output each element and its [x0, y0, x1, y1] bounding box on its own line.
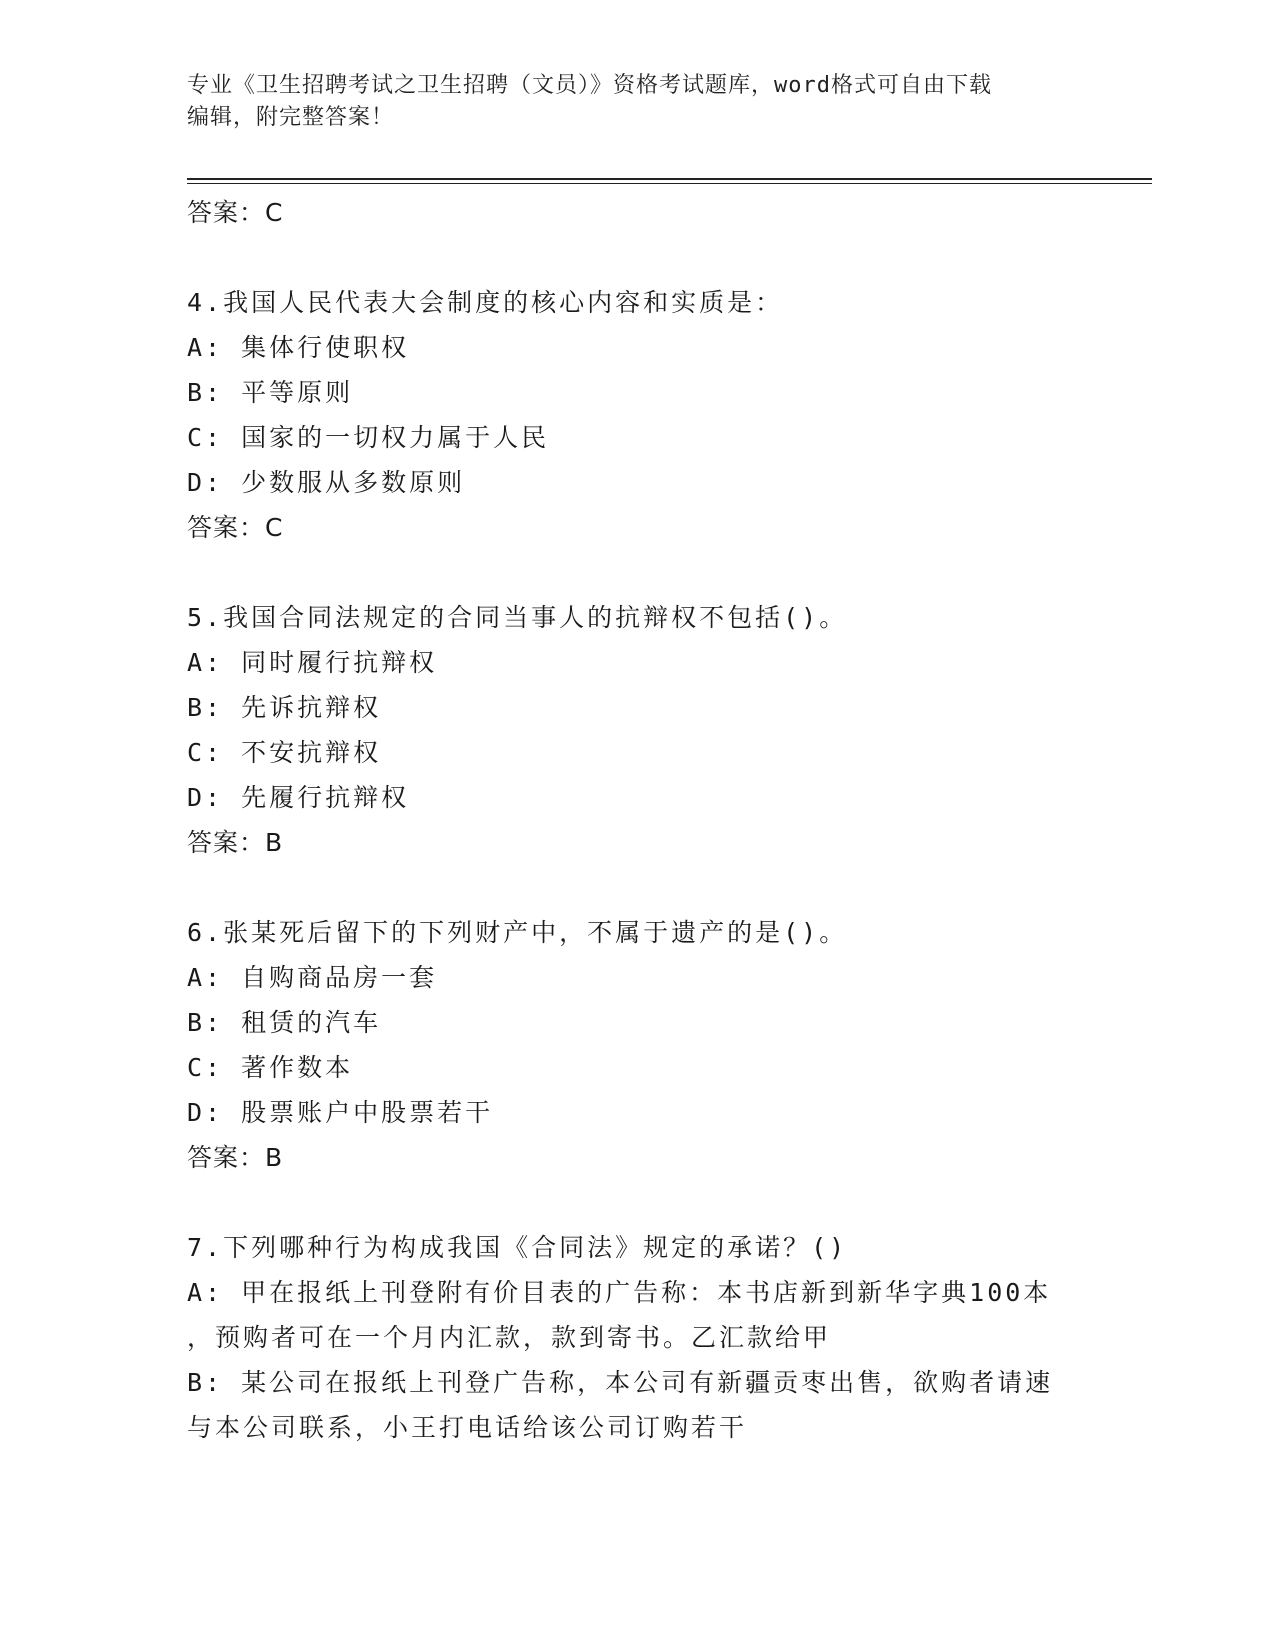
previous-answer: 答案：C — [187, 198, 284, 227]
option-a: A: 自购商品房一套 — [187, 963, 438, 992]
option-c: C: 著作数本 — [187, 1053, 354, 1082]
spacer — [187, 550, 1087, 595]
question-stem: 7.下列哪种行为构成我国《合同法》规定的承诺？() — [187, 1233, 848, 1262]
question-7 — [187, 1225, 1087, 1450]
question-stem: 6.张某死后留下的下列财产中，不属于遗产的是()。 — [187, 918, 848, 947]
answer: 答案：C — [187, 513, 284, 542]
option-a: A: 同时履行抗辩权 — [187, 648, 438, 677]
question-4 — [187, 280, 1087, 550]
spacer — [187, 235, 1087, 280]
header-divider-thin — [187, 183, 1152, 184]
option-d: D: 少数服从多数原则 — [187, 468, 466, 497]
option-a-line-2: ，预购者可在一个月内汇款，款到寄书。乙汇款给甲 — [187, 1323, 832, 1352]
document-header — [187, 70, 1067, 134]
option-d: D: 股票账户中股票若干 — [187, 1098, 494, 1127]
spacer — [187, 1180, 1087, 1225]
option-b: B: 租赁的汽车 — [187, 1008, 382, 1037]
question-list — [187, 190, 1087, 1450]
option-c: C: 国家的一切权力属于人民 — [187, 423, 550, 452]
option-b-line-1: B: 某公司在报纸上刊登广告称，本公司有新疆贡枣出售，欲购者请速 — [187, 1368, 1054, 1397]
question-5 — [187, 595, 1087, 865]
option-b-line-2: 与本公司联系，小王打电话给该公司订购若干 — [187, 1413, 748, 1442]
question-6 — [187, 910, 1087, 1180]
header-divider-thick — [187, 178, 1152, 180]
header-line-1: 专业《卫生招聘考试之卫生招聘（文员）》资格考试题库，word格式可自由下载 — [187, 73, 992, 98]
answer: 答案：B — [187, 828, 284, 857]
answer: 答案：B — [187, 1143, 284, 1172]
header-line-2: 编辑，附完整答案！ — [187, 105, 395, 130]
option-b: B: 先诉抗辩权 — [187, 693, 382, 722]
question-stem: 4.我国人民代表大会制度的核心内容和实质是： — [187, 288, 784, 317]
question-stem: 5.我国合同法规定的合同当事人的抗辩权不包括()。 — [187, 603, 848, 632]
spacer — [187, 865, 1087, 910]
option-b: B: 平等原则 — [187, 378, 354, 407]
option-a: A: 集体行使职权 — [187, 333, 410, 362]
option-c: C: 不安抗辩权 — [187, 738, 382, 767]
option-a-line-1: A: 甲在报纸上刊登附有价目表的广告称：本书店新到新华字典100本 — [187, 1278, 1052, 1307]
option-d: D: 先履行抗辩权 — [187, 783, 410, 812]
